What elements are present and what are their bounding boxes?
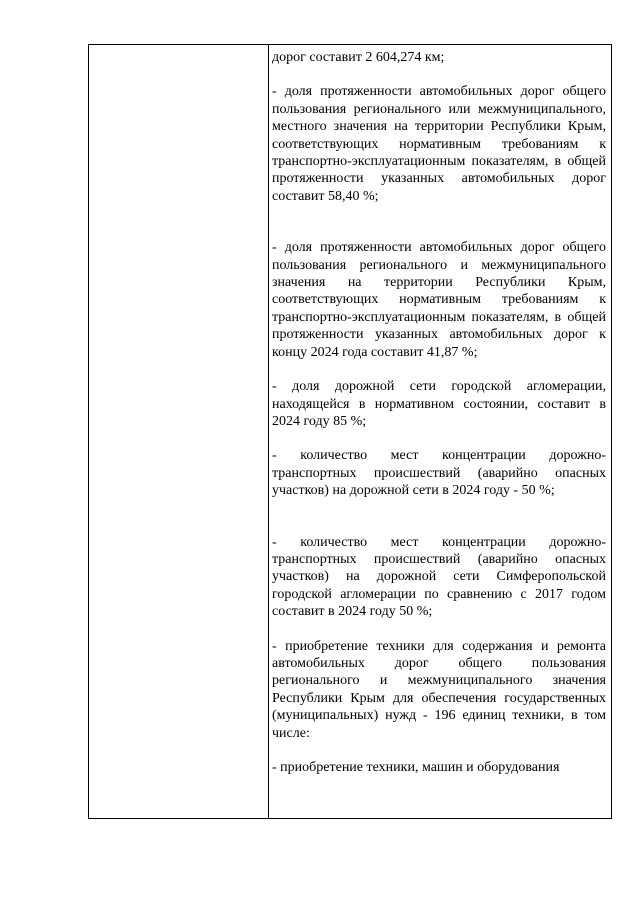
paragraph-agglomeration-network: - доля дорожной сети городской агломерации, находящейся в нормативном состоянии, составит в 2024 году 85 %; bbox=[272, 379, 606, 429]
paragraph-share-roads-regional-2024: - доля протяженности автомобильных дорог общего пользования регионального и межмуниципального значения на территории Республики Крым, соответствующих нормативным требованиям к транспортно-эксплуатационным показателям, в общей протяженности указанных автомобильных дорог к концу 2024 года составит 41,87 %; bbox=[272, 240, 606, 360]
document-table bbox=[88, 44, 612, 819]
paragraph-spacer bbox=[272, 500, 606, 534]
paragraph-spacer bbox=[272, 205, 606, 239]
table-right-cell bbox=[269, 45, 612, 818]
paragraph-accident-sites: - количество мест концентрации дорожно-транспортных происшествий (аварийно опасных участков) на дорожной сети в 2024 году - 50 %; bbox=[272, 448, 606, 499]
paragraph-equipment-machines: - приобретение техники, машин и оборудования bbox=[272, 760, 560, 775]
paragraph-road-length: дорог составит 2 604,274 км; bbox=[272, 50, 445, 65]
paragraph-spacer bbox=[272, 361, 606, 378]
paragraph-equipment-purchase: - приобретение техники для содержания и ремонта автомобильных дорог общего пользования регионального и межмуниципального значения Республики Крым для обеспечения государственных (муниципальных) нужд - 196 единиц техники, в том числе: bbox=[272, 638, 606, 741]
paragraph-accident-sites-simferopol: - количество мест концентрации дорожно-транспортных происшествий (аварийно опасных участков) на дорожной сети Симферопольской городской агломерации по сравнению с 2017 годом составит в 2024 году 50 %; bbox=[272, 534, 606, 620]
paragraph-spacer bbox=[272, 430, 606, 447]
paragraph-spacer bbox=[272, 621, 606, 638]
paragraph-spacer bbox=[272, 66, 606, 83]
paragraph-share-roads-regional-local: - доля протяженности автомобильных дорог общего пользования регионального или межмуниципального, местного значения на территории Республики Крым, соответствующих нормативным требованиям к транспортно-эксплуатационным показателям, в общей протяженности указанных автомобильных дорог составит 58,40 %; bbox=[272, 84, 606, 204]
paragraph-spacer bbox=[272, 742, 606, 759]
table-left-cell bbox=[89, 45, 269, 818]
